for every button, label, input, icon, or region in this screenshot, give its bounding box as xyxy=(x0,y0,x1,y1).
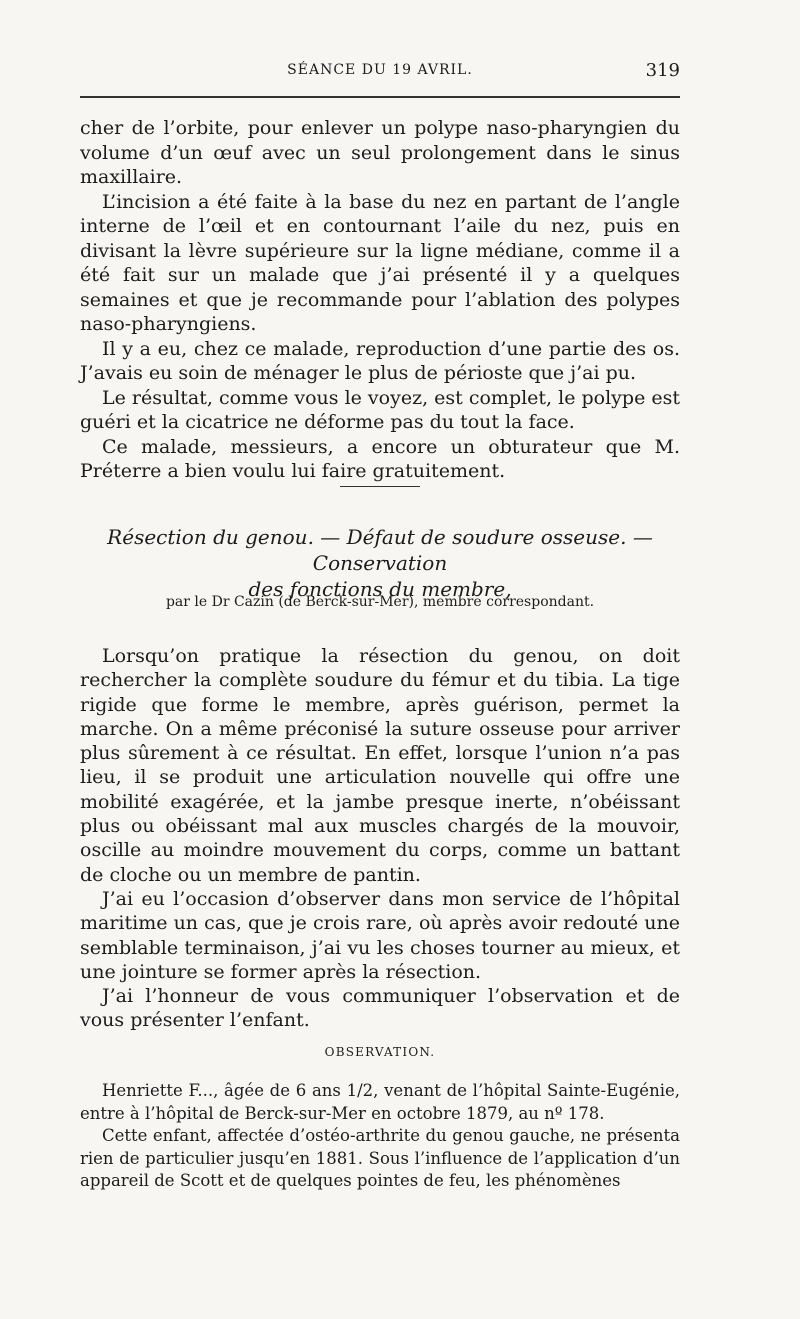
paragraph: Henriette F..., âgée de 6 ans 1/2, venant de l’hôpital Sainte-Eugénie, entre à l’hôpital de Berck-sur-Mer en octobre 1879, au nº 178. xyxy=(80,1081,680,1123)
observation-body xyxy=(80,1080,680,1193)
header-rule xyxy=(80,96,680,98)
paragraph: L’incision a été faite à la base du nez en partant de l’angle interne de l’œil et en contournant l’aile du nez, puis en divisant la lèvre supérieure sur la ligne médiane, comme il a été fait sur un malade que j’ai présenté il y a quelques semaines et que je recommande pour l’ablation des polypes naso-pharyngiens. xyxy=(80,190,680,335)
article-title xyxy=(80,524,680,602)
intro-text xyxy=(80,116,680,484)
paragraph: Il y a eu, chez ce malade, reproduction d’une partie des os. J’avais eu soin de ménager le plus de périoste que j’ai pu. xyxy=(80,337,680,384)
article-title-line: des fonctions du membre, xyxy=(248,577,512,601)
paragraph: Ce malade, messieurs, a encore un obturateur que M. Préterre a bien voulu lui faire gratuitement. xyxy=(80,435,680,482)
article-title-line: Résection du genou. — Défaut de soudure osseuse. — Conservation xyxy=(107,525,653,575)
section-separator xyxy=(340,486,420,487)
paragraph: J’ai l’honneur de vous communiquer l’observation et de vous présenter l’enfant. xyxy=(80,985,680,1032)
observation-heading: OBSERVATION. xyxy=(324,1045,436,1059)
running-header xyxy=(80,62,680,86)
paragraph: Lorsqu’on pratique la résection du genou, on doit rechercher la complète soudure du fémur et du tibia. La tige rigide que forme le membre, après guérison, permet la marche. On a même préconisé la suture osseuse pour arriver plus sûrement à ce résultat. En effet, lorsque l’union n’a pas lieu, il se produit une articulation nouvelle qui offre une mobilité exagérée, et la jambe presque inerte, n’obéissant plus ou obéissant mal aux muscles chargés de la mouvoir, oscille au moindre mouvement du corps, comme un battant de cloche ou un membre de pantin. xyxy=(80,645,680,886)
paragraph: cher de l’orbite, pour enlever un polype naso-pharyngien du volume d’un œuf avec un seul prolongement dans le sinus maxillaire. xyxy=(80,117,680,188)
paragraph: J’ai eu l’occasion d’observer dans mon service de l’hôpital maritime un cas, que je crois rare, où après avoir redouté une semblable terminaison, j’ai vu les choses tourner au mieux, et une jointure se former après la résection. xyxy=(80,887,680,983)
article-byline: par le Dr Cazin (de Berck-sur-Mer), membre correspondant. xyxy=(165,594,595,610)
page-number: 319 xyxy=(645,60,680,81)
article-body xyxy=(80,644,680,1033)
running-title: SÉANCE DU 19 AVRIL. xyxy=(287,62,473,78)
paragraph: Le résultat, comme vous le voyez, est complet, le polype est guéri et la cicatrice ne déforme pas du tout la face. xyxy=(80,386,680,433)
paragraph: Cette enfant, affectée d’ostéo-arthrite du genou gauche, ne présenta rien de particulier jusqu’en 1881. Sous l’influence de l’application d’un appareil de Scott et de quelques pointes de feu, les phénomènes xyxy=(80,1126,680,1190)
